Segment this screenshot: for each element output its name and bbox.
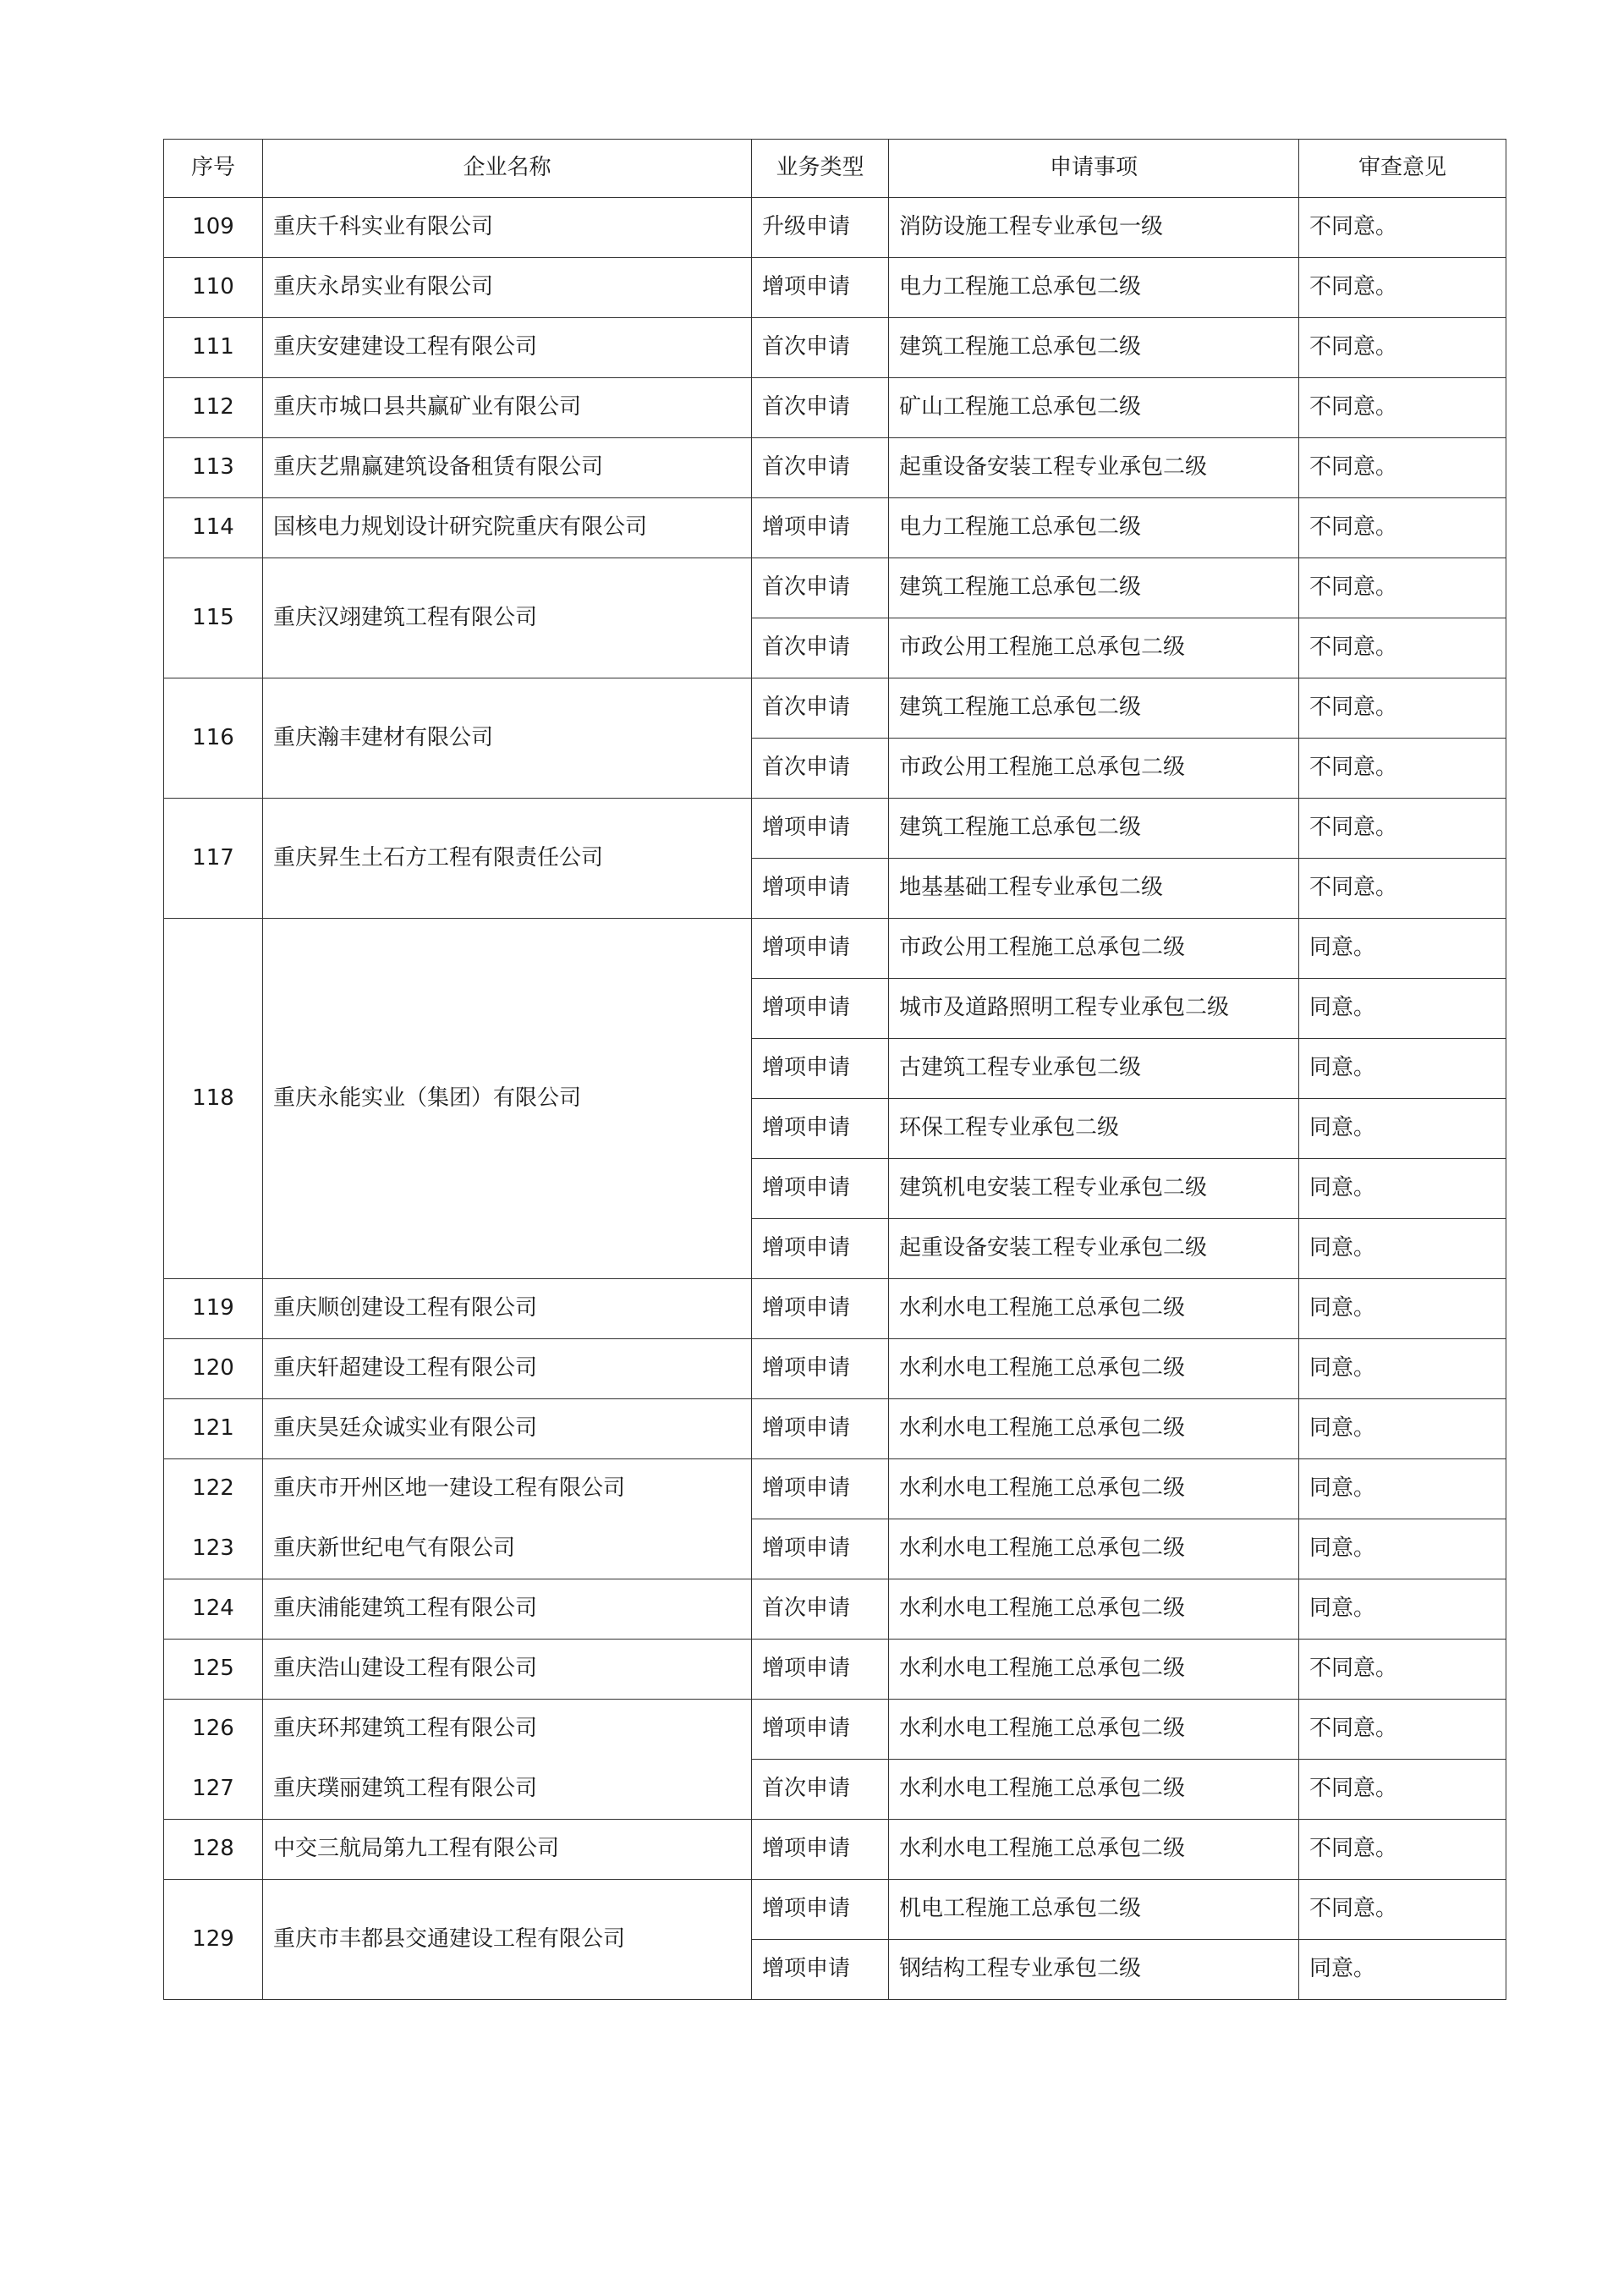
cell-application-item: 市政公用工程施工总承包二级: [889, 739, 1299, 799]
header-item: 申请事项: [889, 140, 1299, 198]
cell-review-opinion: 不同意。: [1299, 558, 1506, 618]
header-opinion: 审查意见: [1299, 140, 1506, 198]
cell-company-name: 重庆千科实业有限公司: [263, 198, 752, 258]
cell-application-item: 建筑工程施工总承包二级: [889, 799, 1299, 859]
cell-serial-number: 118: [164, 919, 263, 1279]
cell-application-item: 城市及道路照明工程专业承包二级: [889, 979, 1299, 1039]
cell-serial-number: 122: [164, 1459, 263, 1519]
table-row: [164, 1339, 1506, 1399]
cell-serial-number: 119: [164, 1279, 263, 1339]
cell-serial-number: 112: [164, 378, 263, 438]
cell-application-item: 建筑机电安装工程专业承包二级: [889, 1159, 1299, 1219]
cell-review-opinion: 不同意。: [1299, 739, 1506, 799]
cell-review-opinion: 同意。: [1299, 1159, 1506, 1219]
cell-application-item: 水利水电工程施工总承包二级: [889, 1700, 1299, 1760]
cell-application-item: 建筑工程施工总承包二级: [889, 558, 1299, 618]
cell-business-type: 增项申请: [752, 1039, 889, 1099]
cell-business-type: 增项申请: [752, 859, 889, 919]
cell-business-type: 首次申请: [752, 678, 889, 739]
cell-serial-number: 113: [164, 438, 263, 498]
table-row: [164, 198, 1506, 258]
cell-company-name: 重庆永能实业（集团）有限公司: [263, 919, 752, 1279]
cell-application-item: 水利水电工程施工总承包二级: [889, 1579, 1299, 1640]
table-row: [164, 318, 1506, 378]
cell-business-type: 增项申请: [752, 799, 889, 859]
cell-company-name: 中交三航局第九工程有限公司: [263, 1820, 752, 1880]
cell-serial-number: 117: [164, 799, 263, 919]
table-row: [164, 258, 1506, 318]
cell-review-opinion: 同意。: [1299, 919, 1506, 979]
cell-company-name: 重庆环邦建筑工程有限公司: [263, 1700, 752, 1760]
cell-review-opinion: 不同意。: [1299, 438, 1506, 498]
table-row: [164, 558, 1506, 618]
table-row: [164, 1880, 1506, 1940]
cell-company-name: 重庆永昂实业有限公司: [263, 258, 752, 318]
cell-review-opinion: 不同意。: [1299, 1880, 1506, 1940]
cell-application-item: 起重设备安装工程专业承包二级: [889, 1219, 1299, 1279]
cell-serial-number: 125: [164, 1640, 263, 1700]
cell-serial-number: 120: [164, 1339, 263, 1399]
cell-review-opinion: 同意。: [1299, 1940, 1506, 2000]
table-row: [164, 1820, 1506, 1880]
cell-business-type: 增项申请: [752, 1339, 889, 1399]
cell-application-item: 环保工程专业承包二级: [889, 1099, 1299, 1159]
cell-business-type: 增项申请: [752, 1640, 889, 1700]
cell-review-opinion: 不同意。: [1299, 618, 1506, 678]
cell-application-item: 建筑工程施工总承包二级: [889, 318, 1299, 378]
cell-business-type: 增项申请: [752, 1940, 889, 2000]
cell-company-name: 重庆市开州区地一建设工程有限公司: [263, 1459, 752, 1519]
table-row: [164, 1519, 1506, 1579]
cell-application-item: 市政公用工程施工总承包二级: [889, 919, 1299, 979]
cell-company-name: 重庆顺创建设工程有限公司: [263, 1279, 752, 1339]
table-row: [164, 1640, 1506, 1700]
cell-company-name: 重庆艺鼎赢建筑设备租赁有限公司: [263, 438, 752, 498]
cell-serial-number: 124: [164, 1579, 263, 1640]
cell-company-name: 重庆璞丽建筑工程有限公司: [263, 1760, 752, 1820]
cell-application-item: 古建筑工程专业承包二级: [889, 1039, 1299, 1099]
cell-serial-number: 110: [164, 258, 263, 318]
cell-review-opinion: 不同意。: [1299, 498, 1506, 558]
cell-application-item: 钢结构工程专业承包二级: [889, 1940, 1299, 2000]
table-row: [164, 378, 1506, 438]
cell-review-opinion: 同意。: [1299, 1399, 1506, 1459]
cell-review-opinion: 同意。: [1299, 1339, 1506, 1399]
review-results-table: [163, 139, 1506, 2000]
table-row: [164, 799, 1506, 859]
cell-company-name: 重庆市城口县共赢矿业有限公司: [263, 378, 752, 438]
cell-business-type: 增项申请: [752, 258, 889, 318]
table-row: [164, 678, 1506, 739]
table-row: [164, 438, 1506, 498]
cell-application-item: 起重设备安装工程专业承包二级: [889, 438, 1299, 498]
cell-application-item: 市政公用工程施工总承包二级: [889, 618, 1299, 678]
cell-company-name: 重庆昇生土石方工程有限责任公司: [263, 799, 752, 919]
cell-review-opinion: 同意。: [1299, 1459, 1506, 1519]
cell-application-item: 电力工程施工总承包二级: [889, 498, 1299, 558]
table-row: [164, 1399, 1506, 1459]
cell-business-type: 增项申请: [752, 1820, 889, 1880]
cell-serial-number: 109: [164, 198, 263, 258]
cell-company-name: 重庆安建建设工程有限公司: [263, 318, 752, 378]
cell-business-type: 增项申请: [752, 1700, 889, 1760]
cell-business-type: 首次申请: [752, 1579, 889, 1640]
cell-review-opinion: 不同意。: [1299, 378, 1506, 438]
table-row: [164, 1579, 1506, 1640]
cell-company-name: 重庆瀚丰建材有限公司: [263, 678, 752, 799]
cell-application-item: 水利水电工程施工总承包二级: [889, 1519, 1299, 1579]
cell-company-name: 重庆浩山建设工程有限公司: [263, 1640, 752, 1700]
cell-review-opinion: 同意。: [1299, 1519, 1506, 1579]
table-body: [164, 198, 1506, 2000]
cell-business-type: 首次申请: [752, 318, 889, 378]
table-row: [164, 1279, 1506, 1339]
cell-business-type: 首次申请: [752, 438, 889, 498]
cell-business-type: 增项申请: [752, 498, 889, 558]
cell-business-type: 增项申请: [752, 1279, 889, 1339]
cell-application-item: 水利水电工程施工总承包二级: [889, 1640, 1299, 1700]
cell-review-opinion: 不同意。: [1299, 678, 1506, 739]
cell-review-opinion: 不同意。: [1299, 1760, 1506, 1820]
cell-review-opinion: 不同意。: [1299, 198, 1506, 258]
table-header-row: [164, 140, 1506, 198]
cell-application-item: 水利水电工程施工总承包二级: [889, 1399, 1299, 1459]
cell-application-item: 水利水电工程施工总承包二级: [889, 1760, 1299, 1820]
cell-business-type: 首次申请: [752, 739, 889, 799]
cell-business-type: 增项申请: [752, 1519, 889, 1579]
cell-review-opinion: 同意。: [1299, 1219, 1506, 1279]
cell-application-item: 水利水电工程施工总承包二级: [889, 1279, 1299, 1339]
table-row: [164, 1700, 1506, 1760]
cell-application-item: 水利水电工程施工总承包二级: [889, 1459, 1299, 1519]
cell-review-opinion: 同意。: [1299, 1579, 1506, 1640]
cell-serial-number: 126: [164, 1700, 263, 1760]
cell-review-opinion: 同意。: [1299, 1279, 1506, 1339]
header-company: 企业名称: [263, 140, 752, 198]
header-num: 序号: [164, 140, 263, 198]
cell-company-name: 重庆汉翊建筑工程有限公司: [263, 558, 752, 678]
cell-review-opinion: 不同意。: [1299, 258, 1506, 318]
cell-review-opinion: 不同意。: [1299, 1700, 1506, 1760]
cell-business-type: 升级申请: [752, 198, 889, 258]
table-row: [164, 919, 1506, 979]
cell-company-name: 重庆市丰都县交通建设工程有限公司: [263, 1880, 752, 2000]
cell-business-type: 增项申请: [752, 1159, 889, 1219]
cell-company-name: 重庆昊廷众诚实业有限公司: [263, 1399, 752, 1459]
cell-business-type: 增项申请: [752, 979, 889, 1039]
cell-company-name: 国核电力规划设计研究院重庆有限公司: [263, 498, 752, 558]
cell-serial-number: 115: [164, 558, 263, 678]
cell-application-item: 消防设施工程专业承包一级: [889, 198, 1299, 258]
cell-serial-number: 116: [164, 678, 263, 799]
cell-serial-number: 111: [164, 318, 263, 378]
header-type: 业务类型: [752, 140, 889, 198]
cell-business-type: 首次申请: [752, 378, 889, 438]
cell-business-type: 首次申请: [752, 558, 889, 618]
cell-application-item: 电力工程施工总承包二级: [889, 258, 1299, 318]
cell-application-item: 地基基础工程专业承包二级: [889, 859, 1299, 919]
cell-serial-number: 129: [164, 1880, 263, 2000]
table-row: [164, 1459, 1506, 1519]
cell-serial-number: 121: [164, 1399, 263, 1459]
cell-review-opinion: 不同意。: [1299, 1820, 1506, 1880]
cell-business-type: 增项申请: [752, 919, 889, 979]
cell-review-opinion: 同意。: [1299, 1039, 1506, 1099]
cell-business-type: 首次申请: [752, 618, 889, 678]
cell-review-opinion: 不同意。: [1299, 318, 1506, 378]
cell-company-name: 重庆新世纪电气有限公司: [263, 1519, 752, 1579]
cell-business-type: 增项申请: [752, 1880, 889, 1940]
cell-application-item: 水利水电工程施工总承包二级: [889, 1339, 1299, 1399]
cell-serial-number: 128: [164, 1820, 263, 1880]
cell-business-type: 首次申请: [752, 1760, 889, 1820]
cell-serial-number: 114: [164, 498, 263, 558]
cell-business-type: 增项申请: [752, 1399, 889, 1459]
cell-review-opinion: 不同意。: [1299, 1640, 1506, 1700]
table-row: [164, 1760, 1506, 1820]
table-row: [164, 498, 1506, 558]
cell-application-item: 建筑工程施工总承包二级: [889, 678, 1299, 739]
cell-business-type: 增项申请: [752, 1219, 889, 1279]
cell-serial-number: 123: [164, 1519, 263, 1579]
cell-business-type: 增项申请: [752, 1459, 889, 1519]
cell-application-item: 机电工程施工总承包二级: [889, 1880, 1299, 1940]
cell-company-name: 重庆轩超建设工程有限公司: [263, 1339, 752, 1399]
cell-review-opinion: 不同意。: [1299, 859, 1506, 919]
cell-application-item: 矿山工程施工总承包二级: [889, 378, 1299, 438]
cell-review-opinion: 不同意。: [1299, 799, 1506, 859]
cell-business-type: 增项申请: [752, 1099, 889, 1159]
cell-application-item: 水利水电工程施工总承包二级: [889, 1820, 1299, 1880]
cell-serial-number: 127: [164, 1760, 263, 1820]
cell-review-opinion: 同意。: [1299, 1099, 1506, 1159]
cell-company-name: 重庆浦能建筑工程有限公司: [263, 1579, 752, 1640]
cell-review-opinion: 同意。: [1299, 979, 1506, 1039]
